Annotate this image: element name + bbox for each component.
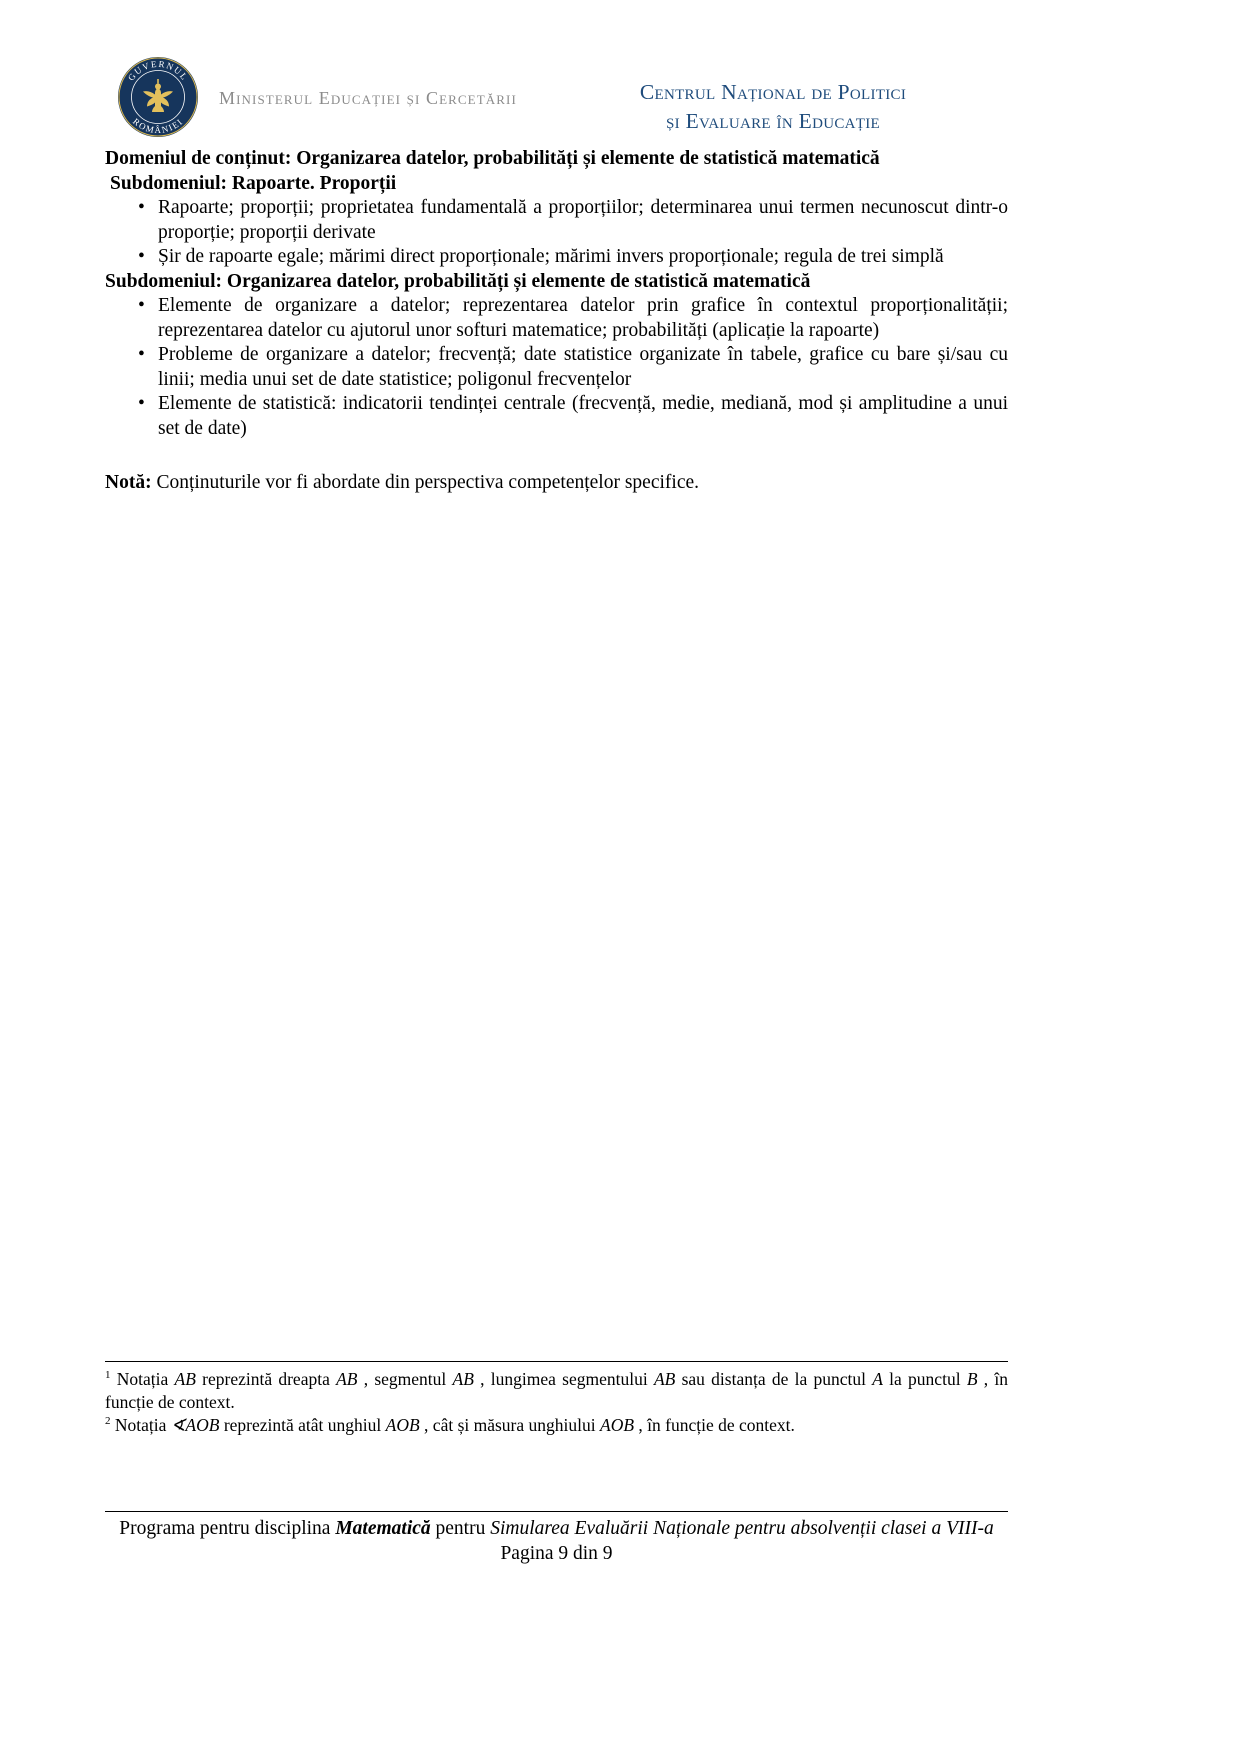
text-segment: B — [966, 1369, 978, 1389]
text-segment: AB — [174, 1369, 196, 1389]
note-text: Conținuturile vor fi abordate din perspectiva competențelor specifice. — [151, 472, 700, 493]
text-segment: , segmentul — [357, 1369, 453, 1389]
seal-text-bottom: ROMÂNIEI — [130, 116, 186, 136]
bullet-item: • Rapoarte; proporții; proprietatea fundamentală a proporțiilor; determinarea unui termen necunoscut dintr-o proporție; proporții derivate — [158, 196, 1008, 245]
text-segment: sau distanța de la punctul — [675, 1369, 873, 1389]
text-segment: , cât și măsura unghiului — [419, 1415, 600, 1435]
bullet-list-2 — [105, 294, 1008, 441]
footnote-separator — [105, 1361, 1008, 1362]
text-segment: AOB — [600, 1415, 635, 1435]
subdomain-heading-2: Subdomeniul: Organizarea datelor, probabilități și elemente de statistică matematică — [105, 270, 811, 292]
bullet-item: • Șir de rapoarte egale; mărimi direct proporționale; mărimi invers proporționale; regula de trei simplă — [158, 245, 1008, 270]
text-segment: reprezintă atât unghiul — [219, 1415, 386, 1435]
org-name — [600, 78, 946, 136]
text-segment: , în funcție de context. — [634, 1415, 795, 1435]
text-segment: , lungimea segmentului — [473, 1369, 654, 1389]
text-segment: Programa pentru disciplina — [119, 1518, 336, 1539]
page-number: Pagina 9 din 9 — [500, 1543, 613, 1564]
bullet-item: • Probleme de organizare a datelor; frecvență; date statistice organizate în tabele, grafice cu bare și/sau cu linii; media unui set de date statistice; poligonul frecvențelor — [158, 343, 1008, 392]
government-seal-logo — [117, 56, 199, 138]
note — [105, 471, 1008, 496]
text-segment: pentru absolvenții clasei a VIII-a — [730, 1518, 994, 1539]
text-segment: AOB — [385, 1415, 420, 1435]
footnote-2-text — [111, 1415, 795, 1435]
bullet-item: • Elemente de statistică: indicatorii tendinței centrale (frecvență, medie, mediană, mod și amplitudine a unui set de date) — [158, 392, 1008, 441]
subdomain-heading-1: Subdomeniul: Rapoarte. Proporții — [110, 172, 397, 194]
footer-separator — [105, 1511, 1008, 1512]
document-body — [105, 147, 1008, 496]
footnote-1-text — [105, 1369, 1008, 1412]
text-segment: AB — [336, 1369, 358, 1389]
domain-heading: Domeniul de conținut: Organizarea datelor, probabilități și elemente de statistică matematică — [105, 148, 880, 169]
text-segment: reprezintă dreapta — [195, 1369, 337, 1389]
note-label: Notă: — [105, 472, 152, 493]
text-segment: Notația — [110, 1415, 171, 1435]
text-segment: Matematică — [335, 1518, 431, 1539]
text-segment: la punctul — [882, 1369, 967, 1389]
page-footer — [105, 1511, 1008, 1566]
footer-line — [105, 1516, 1008, 1541]
text-segment: , în funcție de context. — [105, 1369, 1008, 1412]
text-segment: A — [872, 1369, 883, 1389]
org-name-line1: Centrul Național de Politici — [639, 80, 907, 104]
ministry-name: Ministerul Educației și Cercetării — [219, 88, 517, 108]
text-segment: Notația — [110, 1369, 175, 1389]
text-segment: Simularea Evaluării Naționale — [490, 1518, 730, 1539]
bullet-item: • Elemente de organizare a datelor; reprezentarea datelor prin grafice în contextul proporționalității; reprezentarea datelor cu ajutorul unor softuri matematice; probabilități (aplicație la rapoarte) — [158, 294, 1008, 343]
bullet-list-1 — [105, 196, 1008, 270]
footnote-1-marker: 1 — [105, 1369, 111, 1382]
text-segment: pentru — [430, 1518, 491, 1539]
footnote-2-marker: 2 — [105, 1415, 111, 1428]
footnote-2 — [105, 1414, 1008, 1437]
seal-text-top: GUVERNUL — [125, 58, 191, 83]
footnote-1 — [105, 1368, 1008, 1414]
footnote-area — [105, 1361, 1008, 1437]
text-segment: AB — [452, 1369, 474, 1389]
text-segment: ∢AOB — [170, 1415, 220, 1435]
text-segment: AB — [653, 1369, 676, 1389]
org-name-line2: și Evaluare în Educație — [665, 109, 880, 133]
